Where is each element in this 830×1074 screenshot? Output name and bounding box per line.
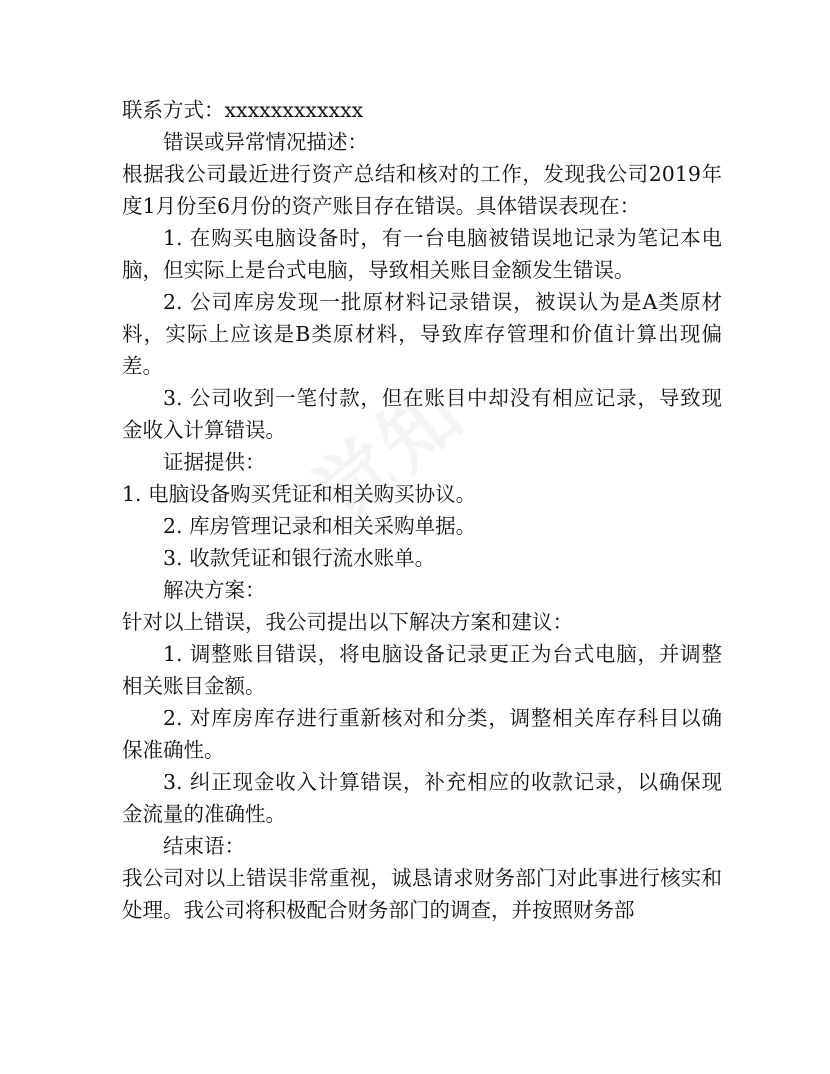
closing-heading: 结束语：: [163, 834, 245, 858]
solution-item: 3. 纠正现金收入计算错误，补充相应的收款记录，以确保现金流量的准确性。: [122, 770, 722, 826]
document-body: [122, 94, 722, 926]
closing-paragraph: 我公司对以上错误非常重视，诚恳请求财务部门对此事进行核实和处理。我公司将积极配合财务部门的调查，并按照财务部: [122, 866, 722, 922]
error-item: 1. 在购买电脑设备时，有一台电脑被错误地记录为笔记本电脑，但实际上是台式电脑，导致相关账目金额发生错误。: [122, 226, 722, 282]
error-item: 3. 公司收到一笔付款，但在账目中却没有相应记录，导致现金收入计算错误。: [122, 386, 722, 442]
solution-heading: 解决方案：: [163, 578, 266, 602]
evidence-heading: 证据提供：: [163, 450, 266, 474]
error-intro-paragraph: 根据我公司最近进行资产总结和核对的工作，发现我公司2019年度1月份至6月份的资产账目存在错误。具体错误表现在：: [122, 162, 722, 218]
error-item: 2. 公司库房发现一批原材料记录错误，被误认为是A类原材料，实际上应该是B类原材料，导致库存管理和价值计算出现偏差。: [122, 290, 722, 378]
evidence-item: 2. 库房管理记录和相关采购单据。: [163, 514, 477, 538]
error-heading: 错误或异常情况描述：: [163, 130, 368, 154]
solution-intro-paragraph: 针对以上错误，我公司提出以下解决方案和建议：: [122, 610, 573, 634]
solution-item: 2. 对库房库存进行重新核对和分类，调整相关库存科目以确保准确性。: [122, 706, 722, 762]
evidence-item: 1. 电脑设备购买凭证和相关购买协议。: [122, 482, 477, 506]
contact-line: 联系方式：xxxxxxxxxxxx: [122, 98, 364, 122]
solution-item: 1. 调整账目错误，将电脑设备记录更正为台式电脑，并调整相关账目金额。: [122, 642, 722, 698]
evidence-item: 3. 收款凭证和银行流水账单。: [163, 546, 436, 570]
